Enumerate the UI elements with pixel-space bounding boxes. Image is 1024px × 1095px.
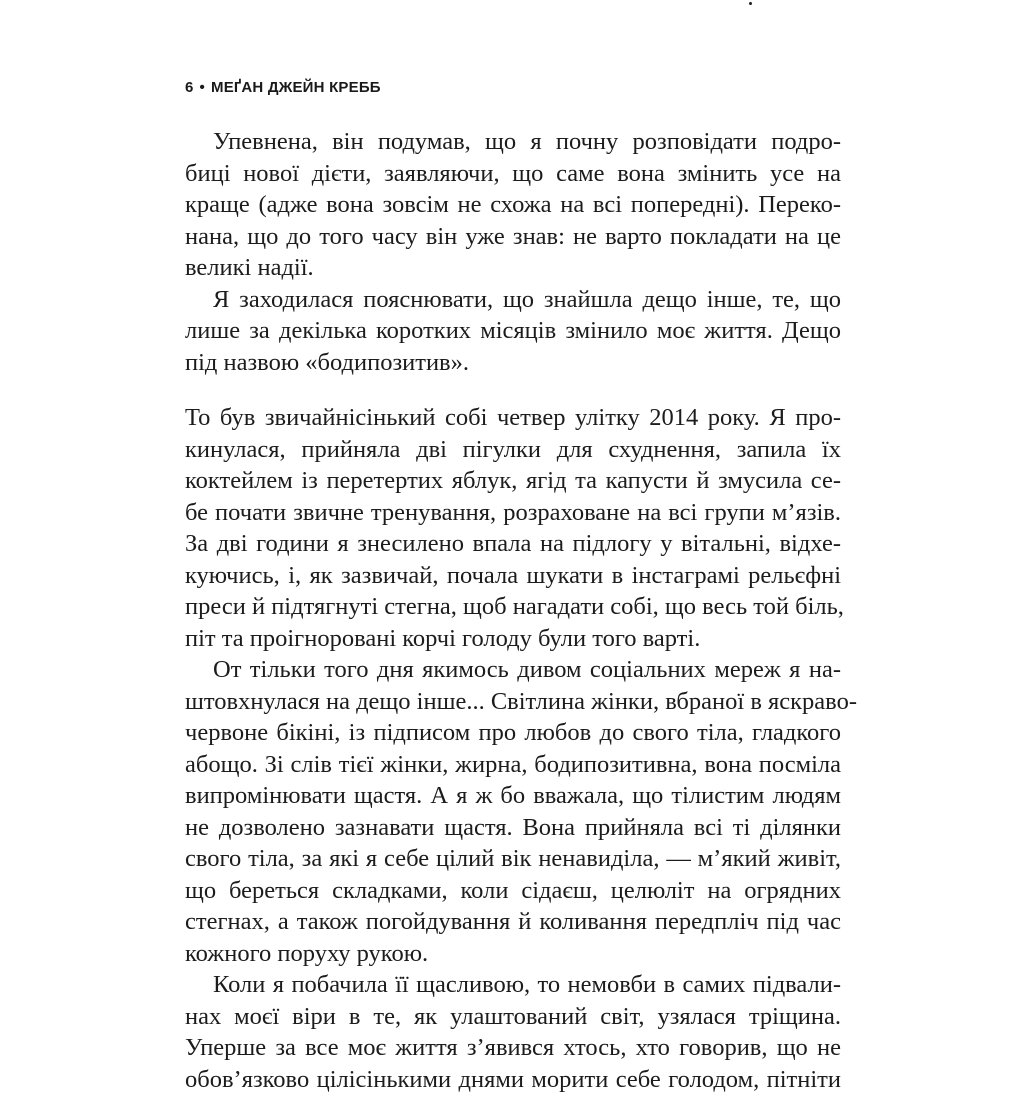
text-line: абощо. Зі слів тієї жінки, жирна, бодипозитивна, вона посміла: [185, 749, 841, 781]
text-line: За дві години я знесилено впала на підлогу у вітальні, відхе-: [185, 528, 841, 560]
text-line: не дозволено зазнавати щастя. Вона прийняла всі ті ділянки: [185, 812, 841, 844]
text-line: краще (адже вона зовсім не схожа на всі попередні). Переко-: [185, 189, 841, 221]
text-line: що береться складками, коли сідаєш, целюліт на огрядних: [185, 875, 841, 907]
text-line: свого тіла, за які я себе цілий вік ненавиділа, — м’який живіт,: [185, 843, 841, 875]
text-line: преси й підтягнуті стегна, щоб нагадати собі, що весь той біль,: [185, 591, 841, 623]
text-line: кинулася, прийняла дві пігулки для схуднення, запила їх: [185, 434, 841, 466]
header-bullet: •: [200, 79, 205, 96]
text-line: нана, що до того часу він уже знав: не варто покладати на це: [185, 221, 841, 253]
author-name: МЕҐАН ДЖЕЙН КРЕББ: [211, 79, 381, 96]
text-line: Коли я побачила її щасливою, то немовби в самих підвали-: [185, 969, 841, 1001]
text-line: биці нової дієти, заявляючи, що саме вона змінить усе на: [185, 158, 841, 190]
text-line: Я заходилася пояснювати, що знайшла дещо інше, те, що: [185, 284, 841, 316]
text-block-2: [185, 402, 841, 1095]
text-line: Уперше за все моє життя з’явився хтось, хто говорив, що не: [185, 1032, 841, 1064]
text-line: бе почати звичне тренування, розраховане на всі групи м’язів.: [185, 497, 841, 529]
text-line: куючись, і, як зазвичай, почала шукати в інстаграмі рельєфні: [185, 560, 841, 592]
text-line: Упевнена, він подумав, що я почну розповідати подро-: [185, 126, 841, 158]
page-number: 6: [185, 79, 194, 96]
text-line: То був звичайнісінький собі четвер улітку 2014 року. Я про-: [185, 402, 841, 434]
text-line: випромінювати щастя. А я ж бо вважала, що тілистим людям: [185, 780, 841, 812]
text-line: кожного поруху рукою.: [185, 938, 841, 970]
text-block-1: [185, 126, 841, 378]
text-line: нах моєї віри в те, як улаштований світ, узялася тріщина.: [185, 1001, 841, 1033]
text-line: лише за декілька коротких місяців змінило моє життя. Дещо: [185, 315, 841, 347]
text-line: піт та проігноровані корчі голоду були того варті.: [185, 623, 841, 655]
text-line: коктейлем із перетертих яблук, ягід та капусти й змусила се-: [185, 465, 841, 497]
speck-mark: [749, 2, 752, 5]
text-line: під назвою «бодипозитив».: [185, 347, 841, 379]
text-line: обов’язково цілісінькими днями морити себе голодом, пітніти: [185, 1064, 841, 1095]
text-line: великі надії.: [185, 252, 841, 284]
running-head: [185, 79, 381, 96]
text-line: стегнах, а також погойдування й коливання передпліч під час: [185, 906, 841, 938]
text-line: червоне бікіні, із підписом про любов до свого тіла, гладкого: [185, 717, 841, 749]
text-line: От тільки того дня якимось дивом соціальних мереж я на-: [185, 654, 841, 686]
text-line: штовхнулася на дещо інше... Світлина жінки, вбраної в яскраво-: [185, 686, 841, 718]
